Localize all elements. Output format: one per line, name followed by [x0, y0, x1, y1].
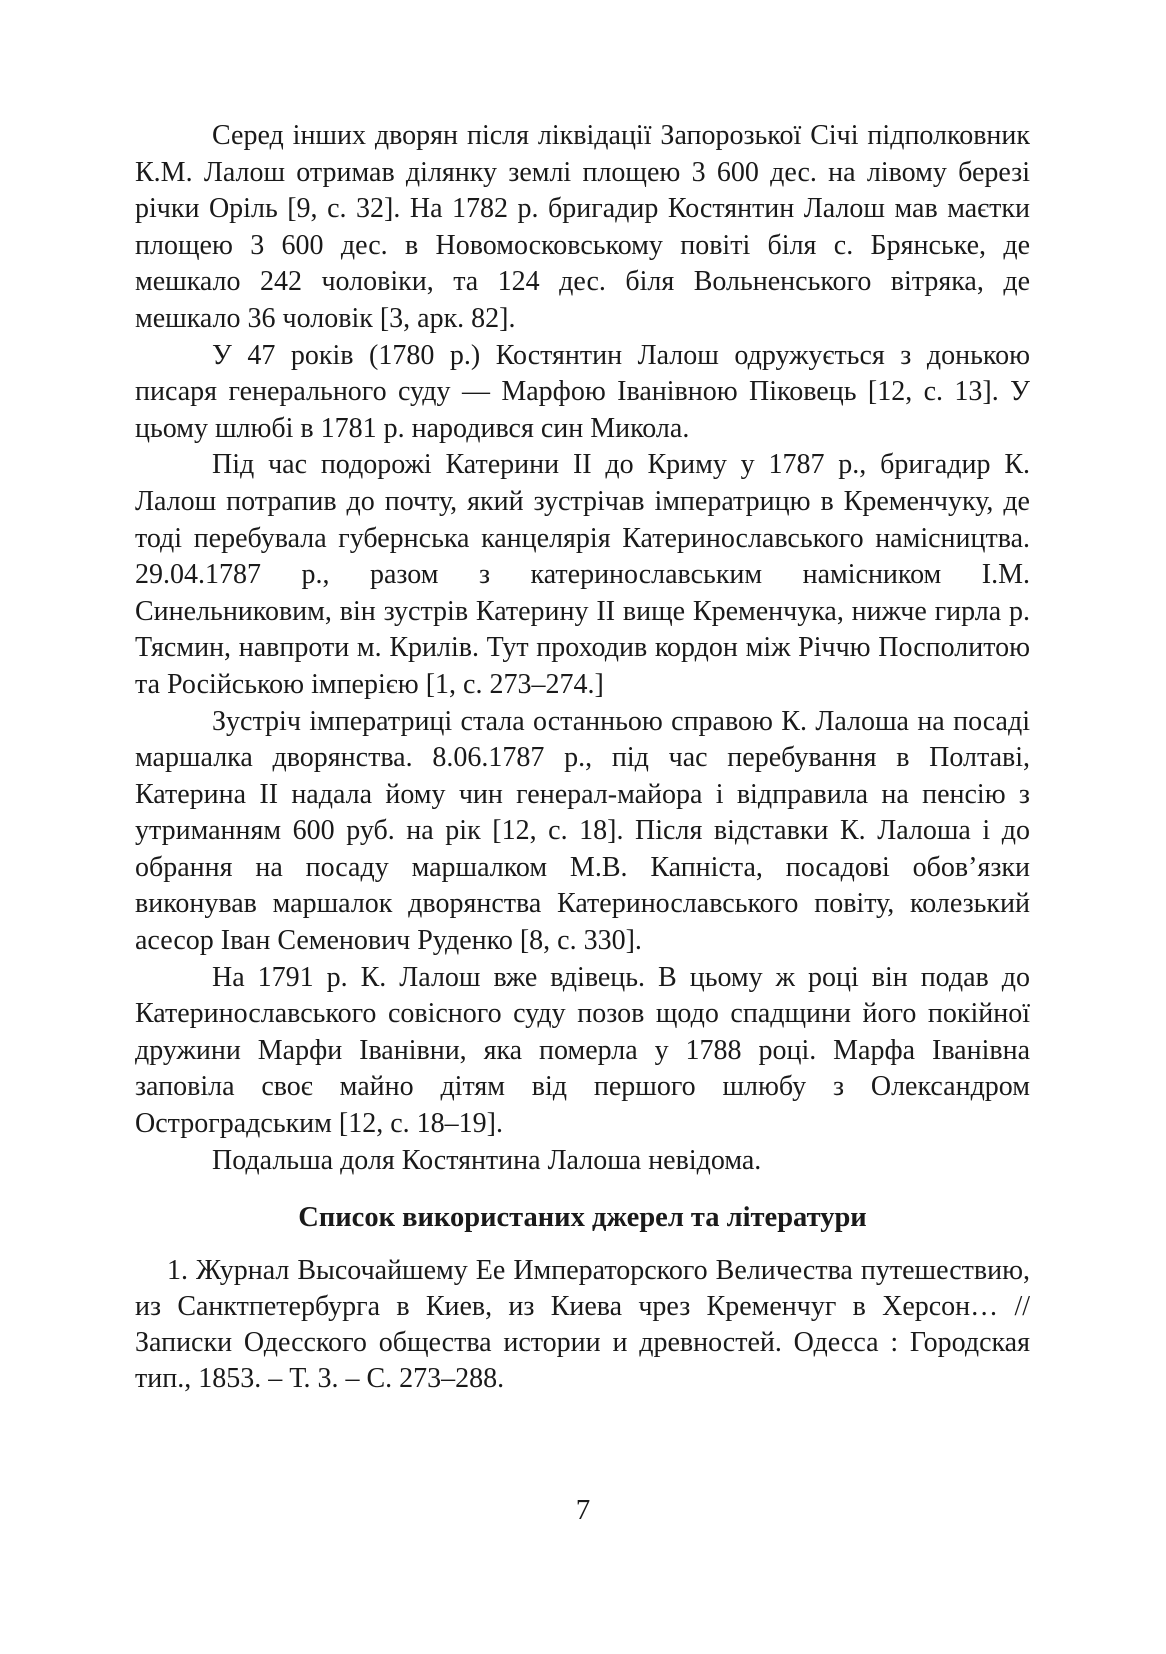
paragraph-fate-unknown: Подальша доля Костянтина Лалоша невідома. — [212, 1144, 762, 1176]
paragraph-land-grant: Серед інших дворян після ліквідації Запорозької Січі підполковник К.М. Лалош отримав ділянку землі площею 3 600 дес. на лівому березі річки Оріль [9, с. 32]. На 1782 р. бригадир Костянтин Лалош мав маєтки площею 3 600 дес. в Новомосковському повіті біля с. Брянське, де мешкало 242 чоловіки, та 124 дес. біля Вольненського вітряка, де мешкало 36 чоловік [3, арк. 82]. — [135, 120, 1030, 334]
paragraph-widower: На 1791 р. К. Лалош вже вдівець. В цьому ж році він подав до Катеринославського совісного суду позов щодо спадщини його покійної дружини Марфи Іванівни, яка померла у 1788 році. Марфа Іванівна заповіла своє майно дітям від першого шлюбу з Олександром Остроградським [12, с. 18–19]. — [135, 961, 1030, 1140]
paragraph-catherine-journey: Під час подорожі Катерини ІІ до Криму у 1787 р., бригадир К. Лалош потрапив до почту, який зустрічав імператрицю в Кременчуку, де тоді перебувала губернська канцелярія Катеринославського намісництва. 29.04.1787 р., разом з катеринославським намісником І.М. Синельниковим, він зустрів Катерину ІІ вище Кременчука, нижче гирла р. Тясмин, навпроти м. Крилів. Тут проходив кордон між Річчю Посполитою та Російською імперією [1, с. 273–274.] — [135, 449, 1030, 700]
page-body — [135, 118, 1030, 1397]
paragraph-marriage: У 47 років (1780 р.) Костянтин Лалош одружується з донькою писаря генерального суду — Марфою Іванівною Піковець [12, с. 13]. У цьому шлюбі в 1781 р. народився син Микола. — [135, 339, 1030, 444]
page-number: 7 — [575, 1494, 591, 1526]
references-heading: Список використаних джерел та літератури — [298, 1202, 867, 1234]
reference-item: 1. Журнал Высочайшему Ее Императорского Величества путешествию, из Санктпетербурга в Киев, из Киева чрез Кременчуг в Херсон… // Записки Одесского общества истории и древностей. Одесса : Городская тип., 1853. – Т. 3. – С. 273–288. — [135, 1255, 1030, 1395]
paragraph-retirement: Зустріч імператриці стала останньою справою К. Лалоша на посаді маршалка дворянства. 8.06.1787 р., під час перебування в Полтаві, Катерина ІІ надала йому чин генерал-майора і відправила на пенсію з утриманням 600 руб. на рік [12, с. 18]. Після відставки К. Лалоша і до обрання на посаду маршалком М.В. Капніста, посадові обов’язки виконував маршалок дворянства Катеринославського повіту, колезький асесор Іван Семенович Руденко [8, с. 330]. — [135, 705, 1030, 957]
